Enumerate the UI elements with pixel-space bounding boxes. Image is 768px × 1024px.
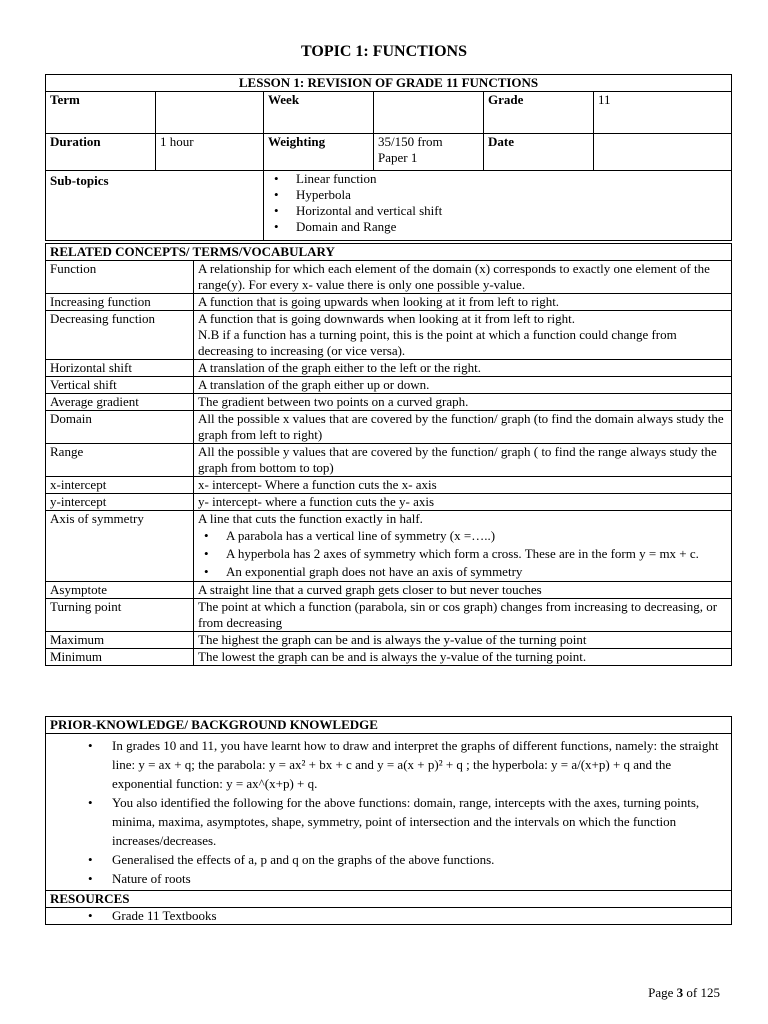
weighting-label: Weighting <box>264 134 374 171</box>
concept-definition: A translation of the graph either up or down. <box>194 377 732 394</box>
resources-list <box>50 908 727 924</box>
subtopics-list <box>268 171 727 235</box>
concept-term: x-intercept <box>46 477 194 494</box>
duration-value: 1 hour <box>156 134 264 171</box>
weighting-value: 35/150 from Paper 1 <box>374 134 484 171</box>
symmetry-item: • A parabola has a vertical line of symmetry (x =…..) <box>198 527 727 545</box>
prior-item: • You also identified the following for the above functions: domain, range, intercepts with the axes, turning points, minima, maxima, asymptotes, shape, symmetry, point of intersection and the intervals on which the function increases/decreases. <box>50 793 727 850</box>
page-number: 3 <box>676 985 684 1000</box>
concept-note: N.B if a function has a turning point, this is the point at which a function could change from decreasing to increasing (or vice versa). <box>198 327 677 358</box>
resources-list-cell <box>46 908 732 925</box>
prior-list <box>50 736 727 888</box>
resources-header: RESOURCES <box>46 891 732 908</box>
page-footer: Page 3 of 125 <box>648 985 720 1000</box>
concept-definition-cell <box>194 311 732 360</box>
subtopics-label: Sub-topics <box>46 171 264 241</box>
concept-definition: The gradient between two points on a curved graph. <box>194 394 732 411</box>
concepts-table <box>45 243 732 666</box>
subtopic-item: • Domain and Range <box>268 219 727 235</box>
concept-term: Minimum <box>46 649 194 666</box>
term-label: Term <box>46 92 156 134</box>
date-label: Date <box>484 134 594 171</box>
concept-definition: y- intercept- where a function cuts the y- axis <box>194 494 732 511</box>
prior-header: PRIOR-KNOWLEDGE/ BACKGROUND KNOWLEDGE <box>46 717 732 734</box>
concept-term: Asymptote <box>46 582 194 599</box>
concept-definition: All the possible y values that are covered by the function/ graph ( to find the range always study the graph from bottom to top) <box>194 444 732 477</box>
concept-term: Domain <box>46 411 194 444</box>
concept-term: y-intercept <box>46 494 194 511</box>
prior-item: • In grades 10 and 11, you have learnt how to draw and interpret the graphs of different functions, namely: the straight line: y = ax + q; the parabola: y = ax² + bx + c and y = a(x + p)² + q ; the hyperbola: y = a/(x+p) + q and the exponential function: y = ax^(x+p) + q. <box>50 736 727 793</box>
concept-definition: A translation of the graph either to the left or the right. <box>194 360 732 377</box>
concept-definition: A line that cuts the function exactly in half. <box>198 511 423 526</box>
concept-definition: The lowest the graph can be and is always the y-value of the turning point. <box>194 649 732 666</box>
concept-definition: The point at which a function (parabola, sin or cos graph) changes from increasing to decreasing, or from decreasing <box>194 599 732 632</box>
concept-definition: A function that is going upwards when looking at it from left to right. <box>194 294 732 311</box>
concept-term: Average gradient <box>46 394 194 411</box>
symmetry-item: • An exponential graph does not have an axis of symmetry <box>198 563 727 581</box>
concept-definition: x- intercept- Where a function cuts the x- axis <box>194 477 732 494</box>
concept-term: Decreasing function <box>46 311 194 360</box>
concept-definition: The highest the graph can be and is always the y-value of the turning point <box>194 632 732 649</box>
subtopic-item: • Hyperbola <box>268 187 727 203</box>
week-label: Week <box>264 92 374 134</box>
concept-term: Horizontal shift <box>46 360 194 377</box>
date-value <box>594 134 732 171</box>
concept-term: Function <box>46 261 194 294</box>
subtopic-item: • Linear function <box>268 171 727 187</box>
concept-definition: All the possible x values that are covered by the function/ graph (to find the domain always study the graph from left to right) <box>194 411 732 444</box>
concept-term: Range <box>46 444 194 477</box>
term-value <box>156 92 264 134</box>
lesson-info-table <box>45 74 732 241</box>
prior-item: • Nature of roots <box>50 869 727 888</box>
resource-item: • Grade 11 Textbooks <box>50 908 727 924</box>
concept-definition-cell <box>194 511 732 582</box>
subtopics-list-cell <box>264 171 732 241</box>
symmetry-item: • A hyperbola has 2 axes of symmetry which form a cross. These are in the form y = mx + c. <box>198 545 727 563</box>
symmetry-list <box>198 527 727 581</box>
concept-definition: A straight line that a curved graph gets closer to but never touches <box>194 582 732 599</box>
prior-knowledge-table <box>45 716 732 925</box>
concept-term: Maximum <box>46 632 194 649</box>
grade-label: Grade <box>484 92 594 134</box>
prior-list-cell <box>46 734 732 891</box>
concept-term: Axis of symmetry <box>46 511 194 582</box>
grade-value: 11 <box>594 92 732 134</box>
lesson-header: LESSON 1: REVISION OF GRADE 11 FUNCTIONS <box>46 75 732 92</box>
subtopic-item: • Horizontal and vertical shift <box>268 203 727 219</box>
concepts-header: RELATED CONCEPTS/ TERMS/VOCABULARY <box>46 244 732 261</box>
concept-definition: A relationship for which each element of the domain (x) corresponds to exactly one element of the range(y). For every x- value there is only one possible y-value. <box>194 261 732 294</box>
page-title: TOPIC 1: FUNCTIONS <box>301 43 467 60</box>
duration-label: Duration <box>46 134 156 171</box>
concept-definition: A function that is going downwards when looking at it from left to right. <box>198 311 575 326</box>
concept-term: Vertical shift <box>46 377 194 394</box>
concept-term: Increasing function <box>46 294 194 311</box>
prior-item: • Generalised the effects of a, p and q on the graphs of the above functions. <box>50 850 727 869</box>
concept-term: Turning point <box>46 599 194 632</box>
week-value <box>374 92 484 134</box>
